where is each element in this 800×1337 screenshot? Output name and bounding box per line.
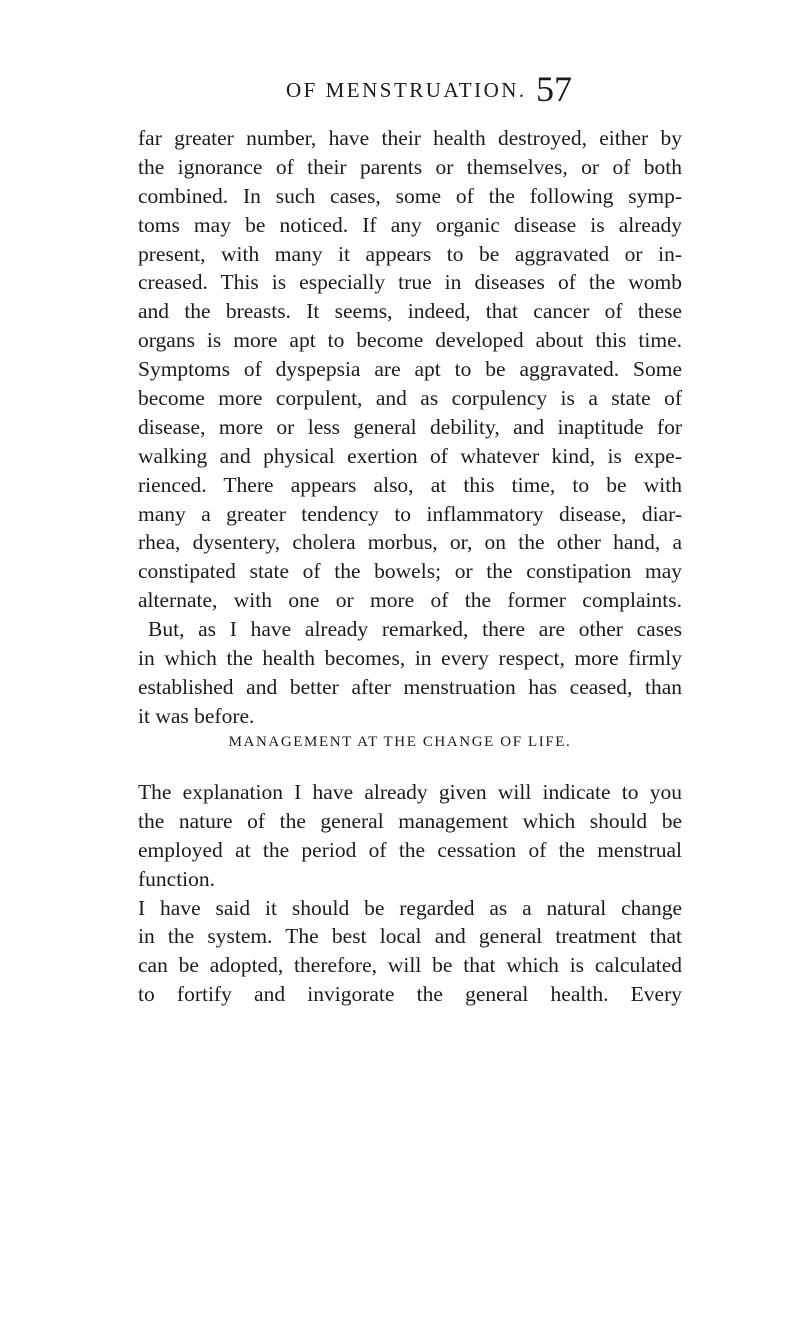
text-line: in the system. The best local and general treatment that: [138, 924, 682, 949]
body-text-after-heading: [138, 778, 682, 1009]
text-line: But, as I have already remarked, there are other cases: [148, 617, 682, 642]
text-line: far greater number, have their health destroyed, either by: [138, 126, 682, 150]
text-line: many a greater tendency to inflammatory disease, diar-: [138, 501, 682, 526]
text-line: the nature of the general management which should be: [138, 808, 682, 833]
text-line: can be adopted, therefore, will be that which is calculated: [138, 953, 682, 978]
text-line: I have said it should be regarded as a natural change: [138, 895, 682, 920]
page-number: 57: [536, 69, 572, 109]
text-line: present, with many it appears to be aggravated or in-: [138, 241, 682, 266]
text-line: rienced. There appears also, at this time, to be with: [138, 472, 682, 497]
text-line: established and better after menstruation has ceased, than: [138, 674, 682, 699]
text-line: rhea, dysentery, cholera morbus, or, on the other hand, a: [138, 530, 682, 555]
running-title: OF MENSTRUATION.: [286, 78, 527, 102]
paragraph: [138, 894, 682, 1010]
paragraph: [138, 615, 682, 731]
text-line: become more corpulent, and as corpulency is a state of: [138, 386, 682, 411]
paragraph: [138, 124, 682, 615]
text-line: the ignorance of their parents or themselves, or of both: [138, 154, 682, 179]
text-line: combined. In such cases, some of the following symp-: [138, 183, 682, 208]
text-line: toms may be noticed. If any organic disease is already: [138, 212, 682, 237]
section-heading: MANAGEMENT AT THE CHANGE OF LIFE.: [228, 734, 572, 750]
text-line: organs is more apt to become developed about this time.: [138, 328, 682, 353]
running-head: [0, 68, 800, 118]
text-line: constipated state of the bowels; or the constipation may: [138, 559, 682, 584]
text-line: employed at the period of the cessation of the menstrual: [138, 837, 682, 862]
text-line: in which the health becomes, in every respect, more firmly: [138, 646, 682, 671]
text-line: Symptoms of dyspepsia are apt to be aggravated. Some: [138, 357, 682, 382]
text-line: The explanation I have already given will indicate to you: [138, 780, 682, 804]
text-line: alternate, with one or more of the former complaints.: [138, 588, 682, 613]
text-line: walking and physical exertion of whatever kind, is expe-: [138, 443, 682, 468]
text-line: disease, more or less general debility, and inaptitude for: [138, 414, 682, 439]
paragraph: [138, 778, 682, 894]
text-line: to fortify and invigorate the general health. Every: [138, 982, 682, 1007]
text-line: creased. This is especially true in diseases of the womb: [138, 270, 682, 295]
text-line: and the breasts. It seems, indeed, that cancer of these: [138, 299, 682, 324]
body-text-before-heading: [138, 124, 682, 731]
text-line: function.: [138, 866, 216, 891]
text-line: it was before.: [138, 703, 255, 728]
